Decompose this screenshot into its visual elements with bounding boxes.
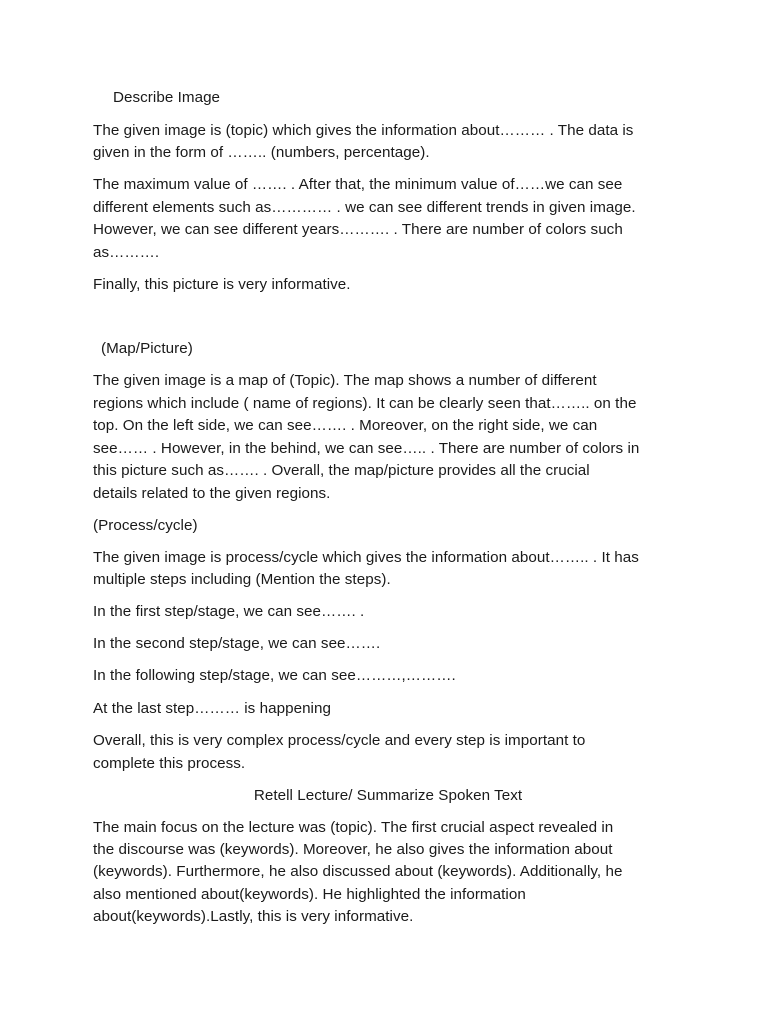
map-picture-p1-line4: see…… . However, in the behind, we can see….. . There are number of colors in — [93, 440, 640, 457]
retell-lecture-p1-line4: also mentioned about(keywords). He highlighted the information — [93, 886, 526, 903]
process-cycle-heading: (Process/cycle) — [93, 517, 198, 534]
process-cycle-step4: At the last step……… is happening — [93, 700, 331, 717]
retell-lecture-p1-line5: about(keywords).Lastly, this is very informative. — [93, 908, 414, 925]
map-picture-p1-line2: regions which include ( name of regions). It can be clearly seen that…….. on the — [93, 395, 637, 412]
describe-image-p2-line4: as………. — [93, 244, 160, 261]
process-cycle-p1-line2: multiple steps including (Mention the steps). — [93, 571, 391, 588]
retell-lecture-p1-line1: The main focus on the lecture was (topic). The first crucial aspect revealed in — [93, 819, 614, 836]
retell-lecture-p1-line3: (keywords). Furthermore, he also discussed about (keywords). Additionally, he — [93, 863, 623, 880]
describe-image-p2-line2: different elements such as………… . we can see different trends in given image. — [93, 199, 636, 216]
describe-image-p1-line1: The given image is (topic) which gives the information about……… . The data is — [93, 122, 634, 139]
map-picture-p1-line5: this picture such as……. . Overall, the map/picture provides all the crucial — [93, 462, 590, 479]
describe-image-p1-line2: given in the form of …….. (numbers, percentage). — [93, 144, 430, 161]
process-cycle-p2-line2: complete this process. — [93, 755, 246, 772]
describe-image-p2-line3: However, we can see different years………. . There are number of colors such — [93, 221, 623, 238]
process-cycle-step1: In the first step/stage, we can see……. . — [93, 603, 365, 620]
process-cycle-step3: In the following step/stage, we can see………,………. — [93, 667, 456, 684]
process-cycle-p2-line1: Overall, this is very complex process/cycle and every step is important to — [93, 732, 586, 749]
describe-image-p3-line1: Finally, this picture is very informative. — [93, 276, 351, 293]
map-picture-p1-line6: details related to the given regions. — [93, 485, 331, 502]
map-picture-p1-line1: The given image is a map of (Topic). The map shows a number of different — [93, 372, 597, 389]
describe-image-p2-line1: The maximum value of ……. . After that, the minimum value of……we can see — [93, 176, 623, 193]
describe-image-heading: Describe Image — [113, 89, 221, 106]
retell-lecture-heading: Retell Lecture/ Summarize Spoken Text — [253, 787, 523, 804]
map-picture-p1-line3: top. On the left side, we can see……. . Moreover, on the right side, we can — [93, 417, 598, 434]
process-cycle-step2: In the second step/stage, we can see……. — [93, 635, 381, 652]
map-picture-heading: (Map/Picture) — [101, 340, 193, 357]
retell-lecture-p1-line2: the discourse was (keywords). Moreover, he also gives the information about — [93, 841, 613, 858]
process-cycle-p1-line1: The given image is process/cycle which gives the information about…….. . It has — [93, 549, 639, 566]
